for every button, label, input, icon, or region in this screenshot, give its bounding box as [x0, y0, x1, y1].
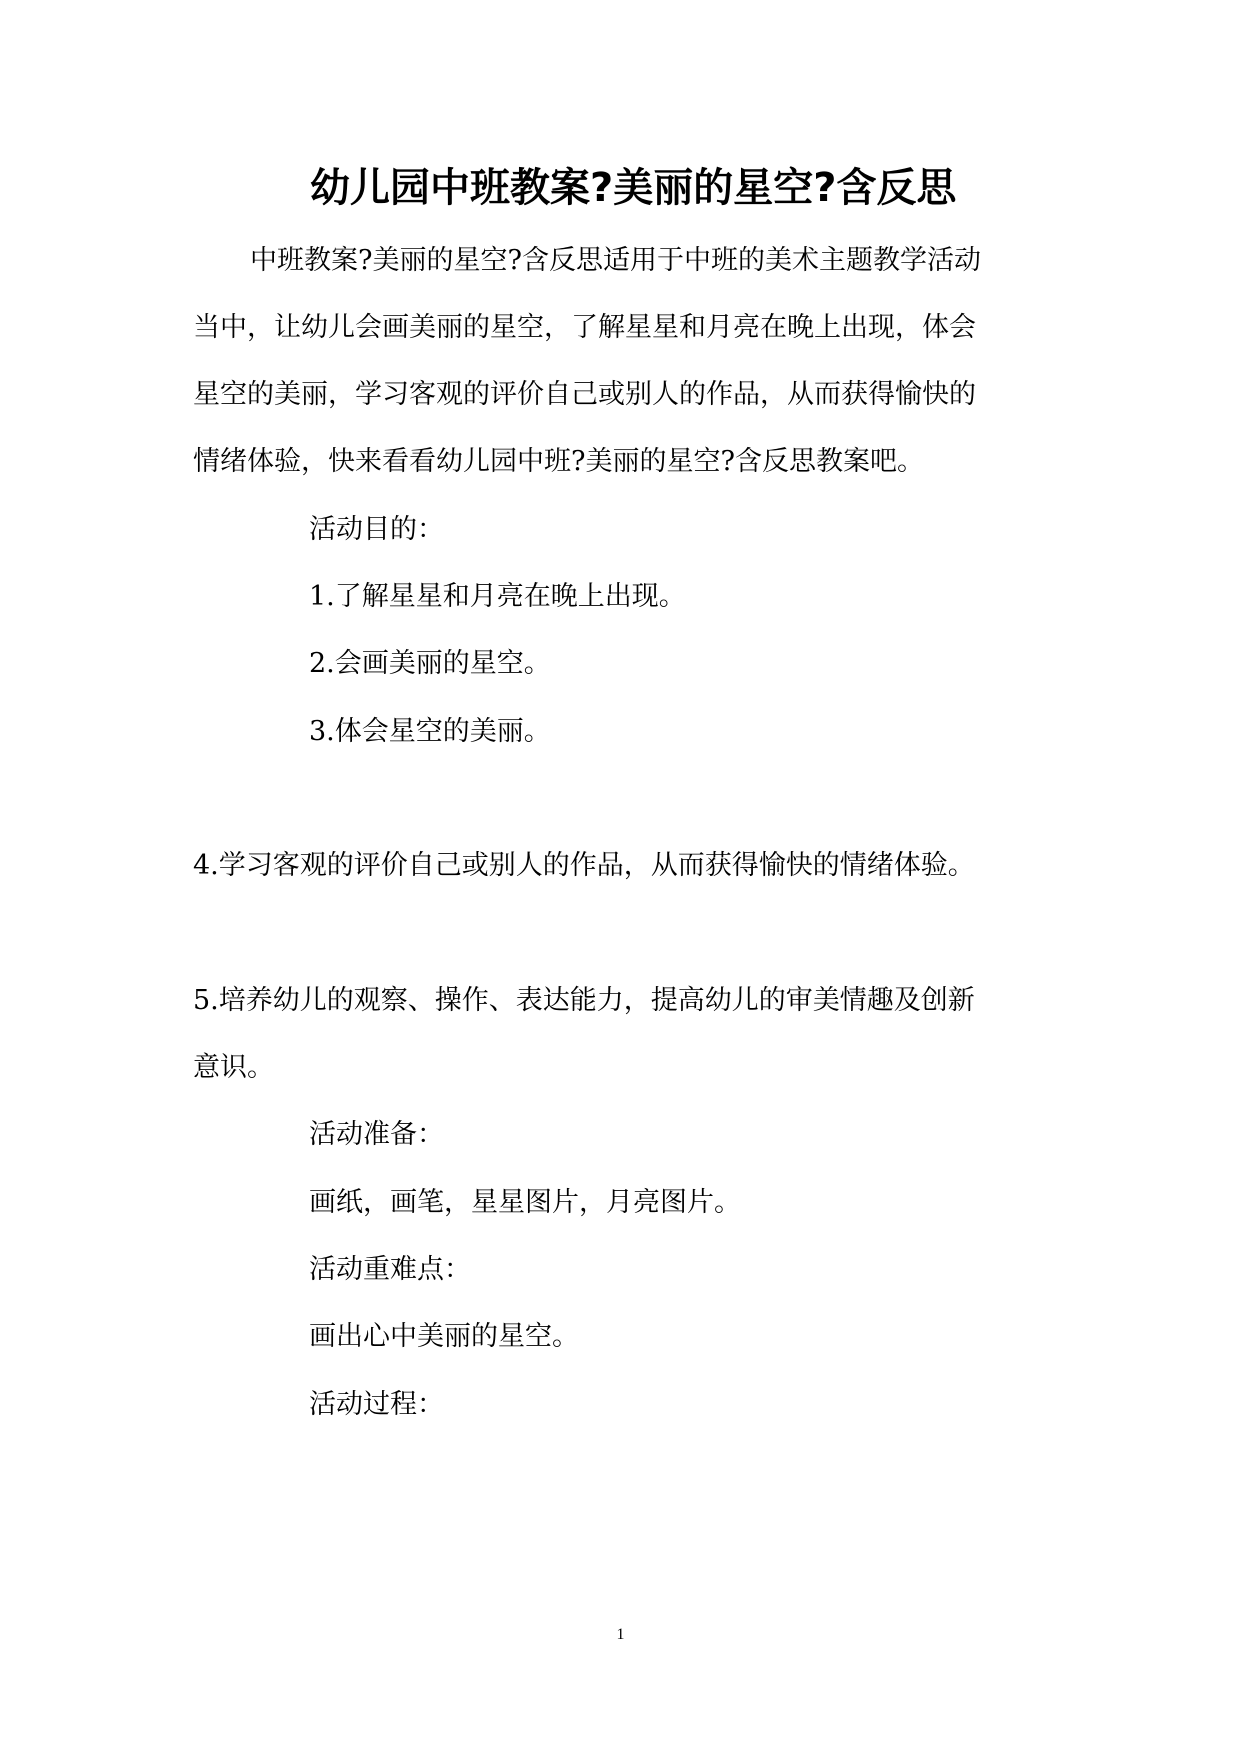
goal-item-1: 1.了解星星和月亮在晚上出现。	[309, 581, 686, 612]
goal-item-5-line-1: 5.培养幼儿的观察、操作、表达能力，提高幼儿的审美情趣及创新	[193, 985, 975, 1016]
intro-line-4: 情绪体验，快来看看幼儿园中班?美丽的星空?含反思教案吧。	[193, 446, 924, 477]
intro-line-2: 当中，让幼儿会画美丽的星空，了解星星和月亮在晚上出现，体会	[193, 312, 976, 343]
intro-line-1: 中班教案?美丽的星空?含反思适用于中班的美术主题教学活动	[250, 245, 981, 276]
process-heading: 活动过程：	[309, 1389, 444, 1420]
goal-item-2: 2.会画美丽的星空。	[309, 648, 551, 679]
goals-heading: 活动目的：	[309, 514, 444, 545]
goal-item-4: 4.学习客观的评价自己或别人的作品，从而获得愉快的情绪体验。	[193, 850, 975, 881]
goal-item-3: 3.体会星空的美丽。	[309, 716, 551, 747]
focus-heading: 活动重难点：	[309, 1254, 471, 1285]
prep-text: 画纸，画笔，星星图片，月亮图片。	[309, 1187, 741, 1218]
document-title: 幼儿园中班教案?美丽的星空?含反思	[310, 165, 957, 211]
focus-text: 画出心中美丽的星空。	[309, 1321, 579, 1352]
goal-item-5-line-2: 意识。	[193, 1052, 274, 1083]
intro-line-3: 星空的美丽，学习客观的评价自己或别人的作品，从而获得愉快的	[193, 379, 976, 410]
prep-heading: 活动准备：	[309, 1119, 444, 1150]
page-number: 1	[616, 1626, 625, 1643]
